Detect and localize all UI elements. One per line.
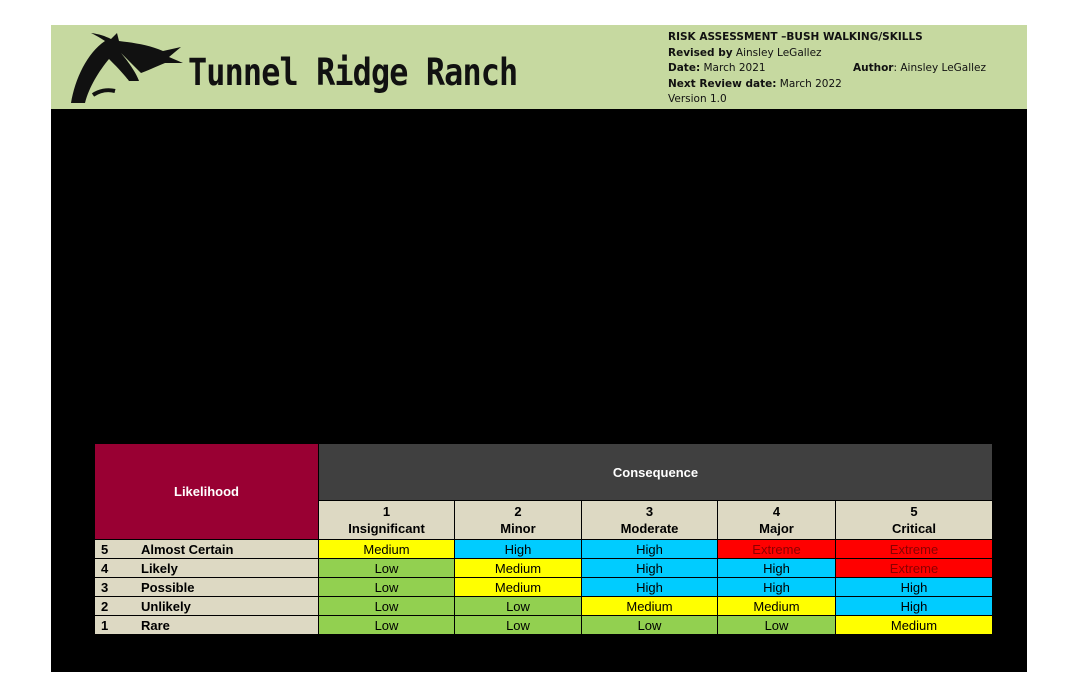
likelihood-row-label: 3 Possible	[95, 578, 319, 597]
risk-cell: High	[455, 540, 582, 559]
risk-cell: Low	[319, 616, 455, 635]
logo-text: Tunnel Ridge Ranch	[188, 51, 518, 94]
risk-cell: High	[718, 559, 836, 578]
consequence-col-1: 1 Insignificant	[319, 501, 455, 540]
likelihood-row-label: 5 Almost Certain	[95, 540, 319, 559]
likelihood-row-label: 1 Rare	[95, 616, 319, 635]
consequence-col-3: 3 Moderate	[582, 501, 718, 540]
risk-cell: Low	[319, 578, 455, 597]
document-meta	[668, 30, 1018, 108]
likelihood-row-label: 4 Likely	[95, 559, 319, 578]
document-page	[51, 25, 1027, 672]
table-row	[95, 597, 993, 616]
revised-by: Revised by Ainsley LeGallez	[668, 46, 822, 59]
likelihood-header: Likelihood	[95, 444, 319, 540]
risk-cell: High	[582, 578, 718, 597]
risk-cell: Low	[319, 597, 455, 616]
risk-cell: High	[836, 578, 993, 597]
horse-head-icon	[65, 31, 185, 105]
risk-cell: High	[718, 578, 836, 597]
author-line: Author: Ainsley LeGallez	[853, 62, 987, 74]
document-title: RISK ASSESSMENT –BUSH WALKING/SKILLS	[668, 31, 923, 43]
header-band	[51, 25, 1027, 109]
next-review-date: Next Review date: March 2022	[668, 77, 842, 90]
risk-cell: Low	[718, 616, 836, 635]
risk-cell: Low	[455, 616, 582, 635]
consequence-col-4: 4 Major	[718, 501, 836, 540]
date-line: Date: March 2021	[668, 62, 766, 74]
risk-cell: High	[582, 559, 718, 578]
table-row	[95, 559, 993, 578]
consequence-header: Consequence	[319, 444, 993, 501]
risk-cell: High	[582, 540, 718, 559]
matrix-body	[95, 540, 993, 635]
risk-cell: Extreme	[718, 540, 836, 559]
risk-cell: Low	[455, 597, 582, 616]
risk-cell: Medium	[718, 597, 836, 616]
risk-cell: Medium	[836, 616, 993, 635]
risk-cell: Medium	[319, 540, 455, 559]
version: Version 1.0	[668, 93, 727, 105]
risk-cell: Medium	[455, 578, 582, 597]
table-row	[95, 616, 993, 635]
likelihood-row-label: 2 Unlikely	[95, 597, 319, 616]
table-row	[95, 578, 993, 597]
table-row	[95, 540, 993, 559]
risk-cell: Low	[319, 559, 455, 578]
risk-cell: High	[836, 597, 993, 616]
risk-cell: Extreme	[836, 540, 993, 559]
risk-cell: Medium	[455, 559, 582, 578]
consequence-col-5: 5 Critical	[836, 501, 993, 540]
risk-matrix	[94, 443, 993, 635]
consequence-col-2: 2 Minor	[455, 501, 582, 540]
risk-cell: Extreme	[836, 559, 993, 578]
risk-cell: Low	[582, 616, 718, 635]
risk-cell: Medium	[582, 597, 718, 616]
